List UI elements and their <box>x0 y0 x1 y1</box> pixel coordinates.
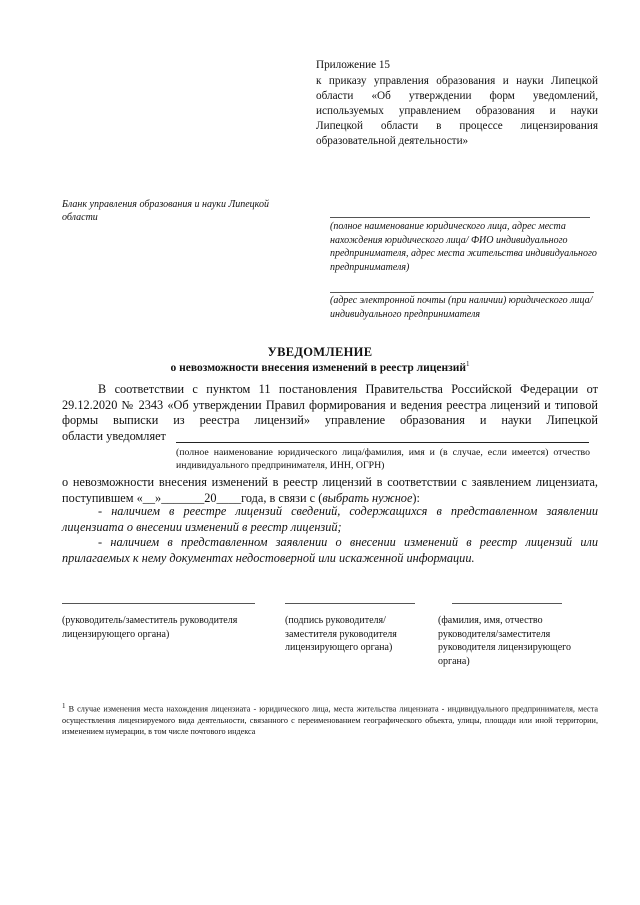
appendix-block <box>316 58 598 149</box>
footnote-mark: 1 <box>62 702 66 710</box>
option2-dash: - <box>98 535 111 549</box>
option2-text: наличием в представленном заявлении о внесении изменений в реестр лицензий или прилагаемых к нему документах недостоверной или искаженной информации. <box>62 535 598 565</box>
paragraph-legal-basis: В соответствии с пунктом 11 постановления Правительства Российской Федерации от 29.12.2020 № 2343 «Об утверждении Правил формирования и ведения реестра лицензий и типовой формы выписки из реестра лицензий» управление образования и науки Липецкой <box>62 382 598 428</box>
subtitle-text: о невозможности внесения изменений в реестр лицензий <box>170 361 466 374</box>
option-false-info <box>62 535 598 566</box>
impossibility-end: ): <box>412 490 420 505</box>
footnote-ref: 1 <box>465 360 470 368</box>
name-line <box>452 603 562 604</box>
licensee-hint: (полное наименование юридического лица/фамилия, имя и (в случае, если имеется) отчество индивидуального предпринимателя, ИНН, ОГРН) <box>176 447 590 471</box>
name-hint: (фамилия, имя, отчество руководителя/заместителя руководителя лицензирующего органа) <box>438 615 572 667</box>
notifies-text: области уведомляет <box>62 429 166 443</box>
impossibility-text: о невозможности внесения изменений в реестр лицензий в соответствии с заявлением лицензиата, поступившем «__»_______20____года, в связи с ( <box>62 475 598 505</box>
recipient-name-hint: (полное наименование юридического лица, адрес места нахождения юридического лица/ ФИО индивидуального предпринимателя, адрес места жительства индивидуального предпринимателя) <box>330 221 597 273</box>
recipient-email-hint: (адрес электронной почты (при наличии) юридического лица/индивидуального предпринимателя <box>330 295 593 320</box>
appendix-title: Приложение 15 <box>316 59 391 71</box>
recipient-name-line <box>330 217 590 218</box>
document-title: УВЕДОМЛЕНИЕ <box>267 345 373 359</box>
footnote <box>62 701 598 737</box>
position-hint: (руководитель/заместитель руководителя лицензирующего органа) <box>62 615 238 640</box>
document-subtitle <box>0 360 640 374</box>
option-existing-info <box>62 504 598 535</box>
signature-hint: (подпись руководителя/заместителя руководителя лицензирующего органа) <box>285 615 397 653</box>
choose-note: выбрать нужное <box>322 490 413 505</box>
footnote-text: В случае изменения места нахождения лицензиата - юридического лица, места жительства лицензиата - индивидуального предпринимателя, места осуществления лицензируемого вида деятельности, связанного с переименованием географического объекта, улицы, площади или иной территории, изменением нумерации, в том числе почтового индекса <box>62 704 599 737</box>
appendix-text: к приказу управления образования и науки Липецкой области «Об утверждении форм уведомлений, используемых управлением образования и науки Липецкой области в процессе лицензирования образовательной деятельности» <box>316 75 598 147</box>
option1-text: наличием в реестре лицензий сведений, содержащихся в представленном заявлении лицензиата о внесении изменений в реестр лицензий; <box>62 504 598 534</box>
recipient-email-line <box>330 292 594 293</box>
position-line <box>62 603 255 604</box>
option1-dash: - <box>98 504 112 518</box>
signature-line <box>285 603 415 604</box>
letterhead-placeholder: Бланк управления образования и науки Липецкой области <box>62 199 269 223</box>
paragraph-impossibility <box>62 475 598 506</box>
licensee-line <box>176 442 589 443</box>
